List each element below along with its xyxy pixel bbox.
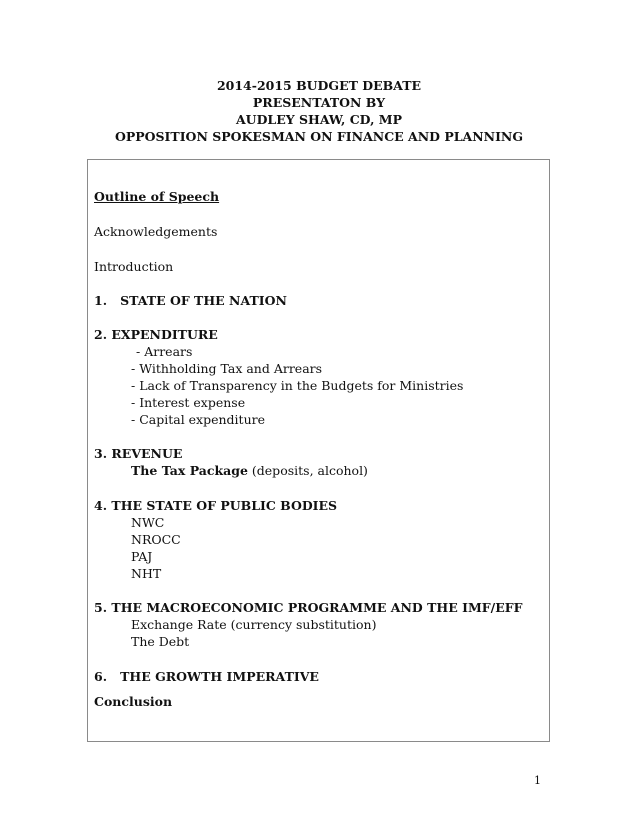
header-presenter-name: AUDLEY SHAW, CD, MP xyxy=(235,112,403,127)
section-5-item: Exchange Rate (currency substitution) xyxy=(131,617,377,632)
section-3-heading: 3. REVENUE xyxy=(94,446,183,461)
section-2-item: - Lack of Transparency in the Budgets for Ministries xyxy=(131,378,464,393)
section-4-item: PAJ xyxy=(131,549,153,564)
tax-package-label: The Tax Package xyxy=(131,463,248,478)
section-5-item: The Debt xyxy=(131,634,190,649)
header-presenter-role: OPPOSITION SPOKESMAN ON FINANCE AND PLANNING xyxy=(114,129,524,144)
section-4-item: NHT xyxy=(131,566,162,581)
section-2-item: - Withholding Tax and Arrears xyxy=(131,361,323,376)
section-4-item: NWC xyxy=(131,515,165,530)
tax-package-detail: (deposits, alcohol) xyxy=(247,463,368,478)
header-title: 2014-2015 BUDGET DEBATE xyxy=(216,78,422,93)
outline-conclusion: Conclusion xyxy=(94,694,173,709)
outline-introduction: Introduction xyxy=(94,259,174,274)
page-number: 1 xyxy=(534,774,541,787)
section-4-heading: 4. THE STATE OF PUBLIC BODIES xyxy=(94,498,338,513)
outline-acknowledgements: Acknowledgements xyxy=(94,224,218,239)
section-3-subheading xyxy=(94,462,368,479)
section-6-heading: 6. THE GROWTH IMPERATIVE xyxy=(94,669,319,684)
section-4-item: NROCC xyxy=(131,532,181,547)
section-5-heading: 5. THE MACROECONOMIC PROGRAMME AND THE IMF/EFF xyxy=(94,600,523,615)
section-2-item: - Interest expense xyxy=(131,395,246,410)
header-presentation-by: PRESENTATON BY xyxy=(252,95,386,110)
outline-title: Outline of Speech xyxy=(94,189,220,204)
section-2-item: - Arrears xyxy=(136,344,193,359)
section-2-heading: 2. EXPENDITURE xyxy=(94,327,218,342)
document-header xyxy=(0,77,638,145)
section-2-item: - Capital expenditure xyxy=(131,412,266,427)
section-1-heading: 1. STATE OF THE NATION xyxy=(94,293,287,308)
